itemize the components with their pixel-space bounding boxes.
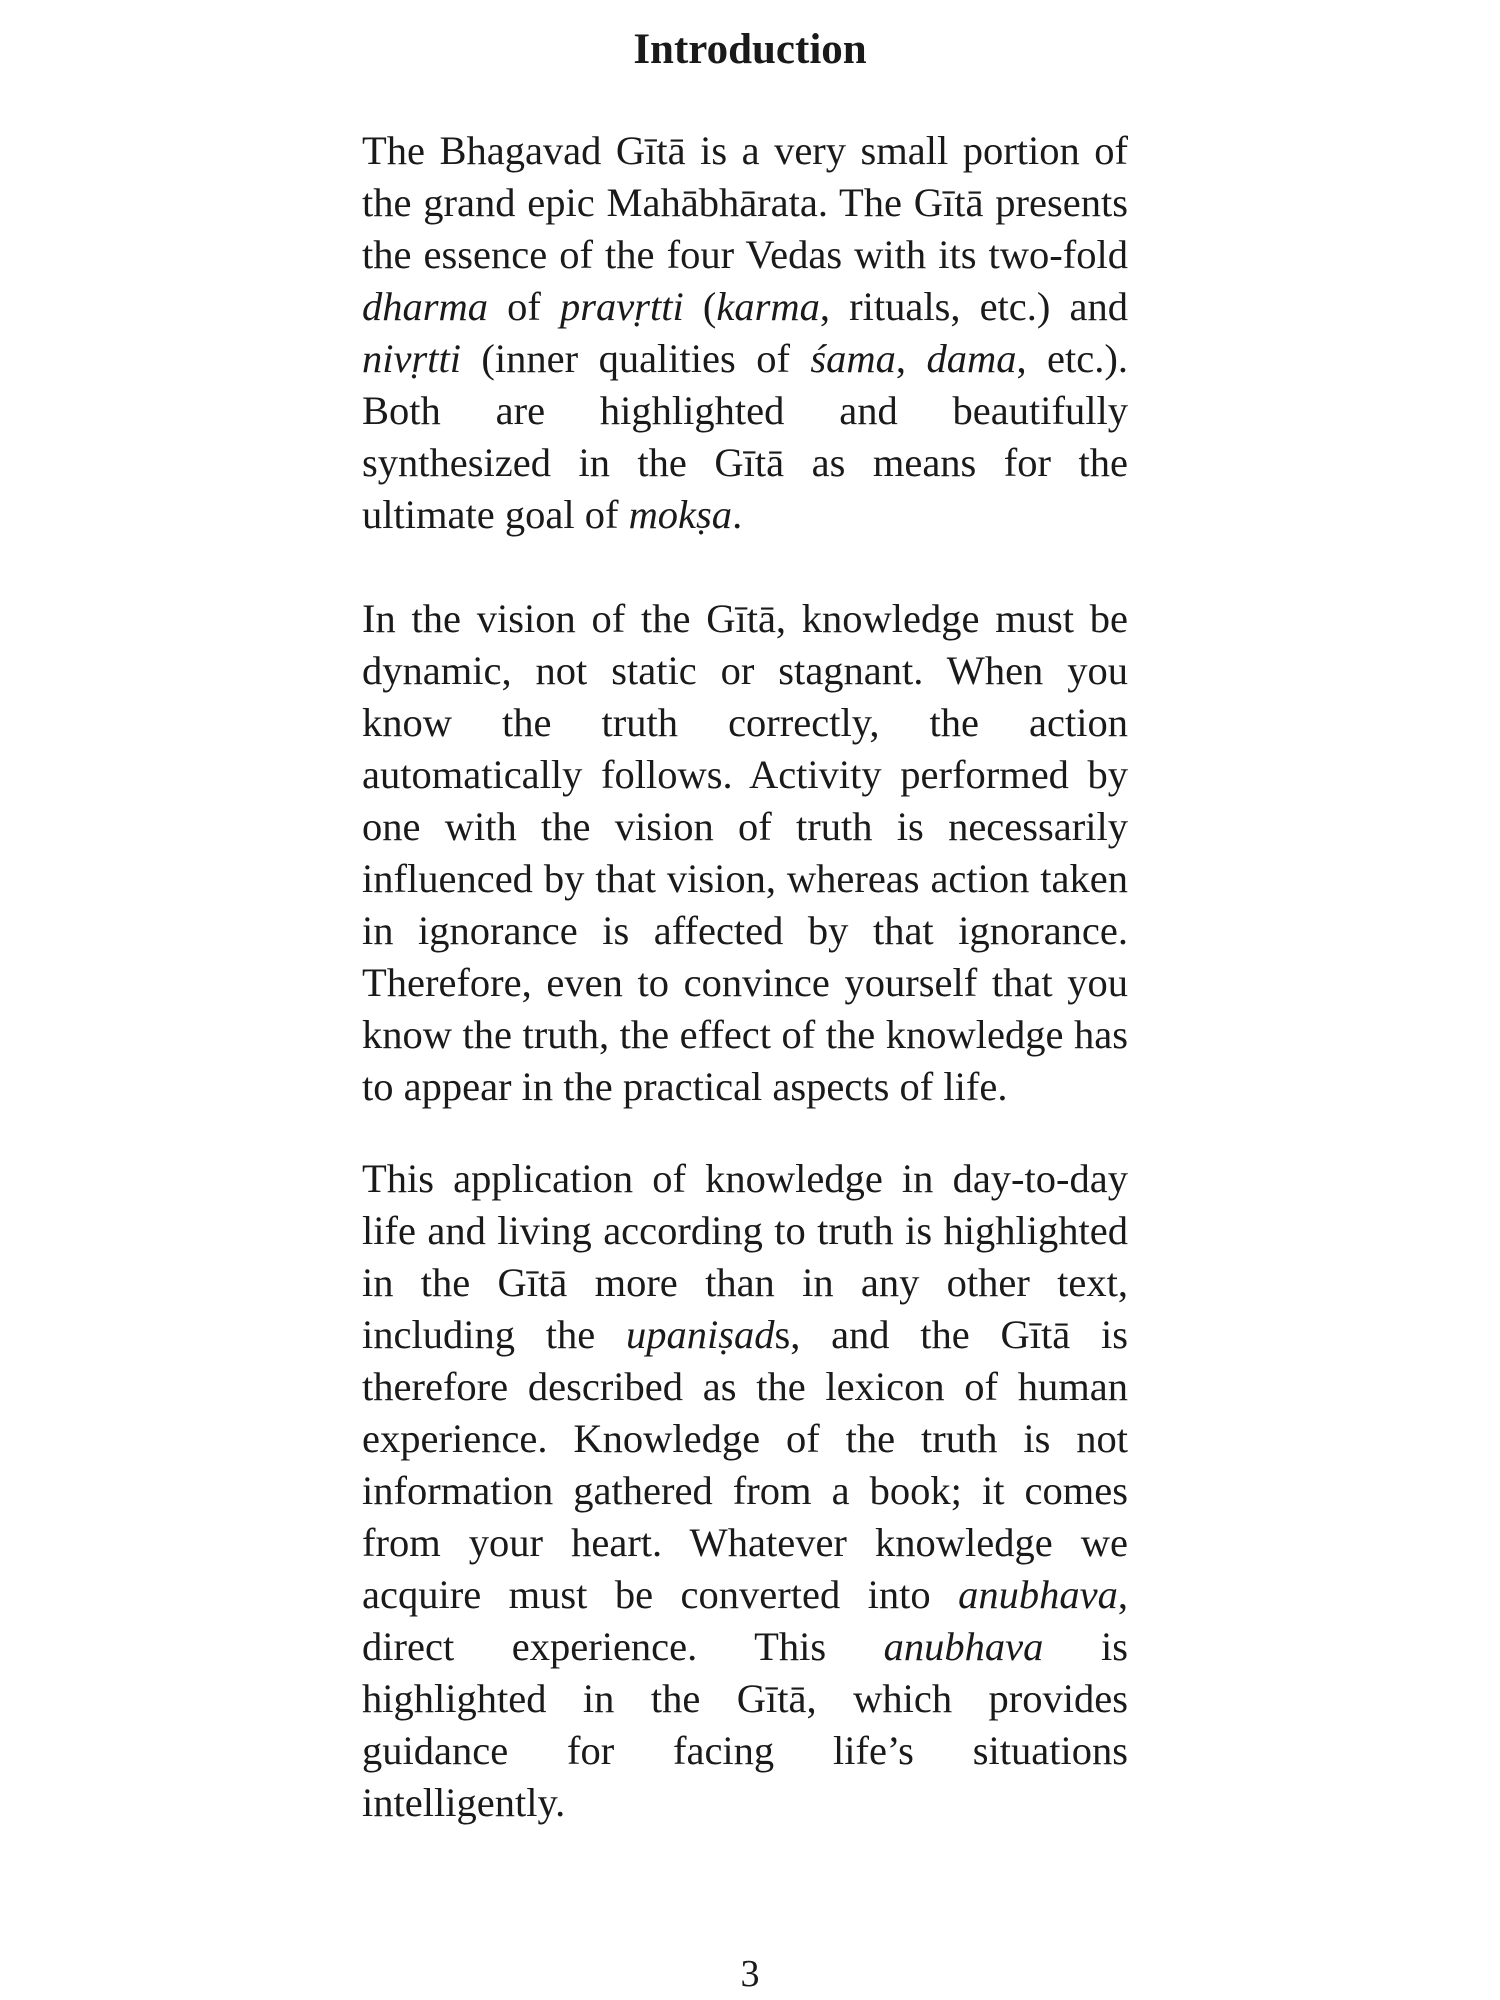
text-run: In the vision of the Gītā, knowledge must be dynamic, not static or stagnant. When you know the truth correctly, the action automatically follows. Activity performed by one with the vision of truth is necessarily influenced by that vision, whereas action taken in ignorance is affected by that ignorance. Therefore, even to convince yourself that you know the truth, the effect of the knowledge has to appear in the practical aspects of life. bbox=[362, 596, 1128, 1109]
text-run: The Bhagavad Gītā is a very small portion of the grand epic Mahābhārata. The Gītā presents the essence of the four Vedas with its two-fold bbox=[362, 128, 1128, 277]
paragraph-3 bbox=[362, 1153, 1128, 1829]
page-title: Introduction bbox=[633, 26, 867, 73]
text-run: . bbox=[732, 492, 743, 537]
italic-term: mokṣa bbox=[628, 492, 733, 537]
italic-term: anubhava bbox=[883, 1624, 1044, 1669]
italic-term: dharma bbox=[362, 284, 489, 329]
italic-term: dama bbox=[926, 336, 1017, 381]
text-run: ( bbox=[683, 284, 717, 329]
text-run: is highlighted in the Gītā, which provides guidance for facing life’s situations intelligently. bbox=[362, 1624, 1128, 1825]
italic-term: pravṛtti bbox=[559, 284, 684, 329]
page-number: 3 bbox=[740, 1953, 760, 1995]
text-run: s, and the Gītā is therefore described as the lexicon of human experience. Knowledge of the truth is not information gathered from a book; it comes from your heart. Whatever knowledge we acquire must be converted into bbox=[362, 1312, 1128, 1617]
italic-term: nivṛtti bbox=[362, 336, 461, 381]
text-run: , etc.). Both are highlighted and beautifully synthesized in the Gītā as means for the ultimate goal of bbox=[362, 336, 1128, 537]
text-run: This application of knowledge in day-to-day life and living according to truth is highlighted in the Gītā more than in any other text, including the bbox=[362, 1156, 1128, 1357]
text-run: , bbox=[895, 336, 927, 381]
paragraph-1 bbox=[362, 125, 1128, 541]
text-run: (inner qualities of bbox=[461, 336, 811, 381]
italic-term: anubhava bbox=[958, 1572, 1118, 1617]
italic-term: upaniṣad bbox=[625, 1312, 775, 1357]
italic-term: karma bbox=[716, 284, 820, 329]
text-run: of bbox=[488, 284, 560, 329]
body-text bbox=[362, 125, 1128, 1829]
paragraph-2 bbox=[362, 593, 1128, 1113]
italic-term: śama bbox=[810, 336, 896, 381]
text-run: , rituals, etc.) and bbox=[819, 284, 1128, 329]
text-run: , direct experience. This bbox=[362, 1572, 1128, 1669]
